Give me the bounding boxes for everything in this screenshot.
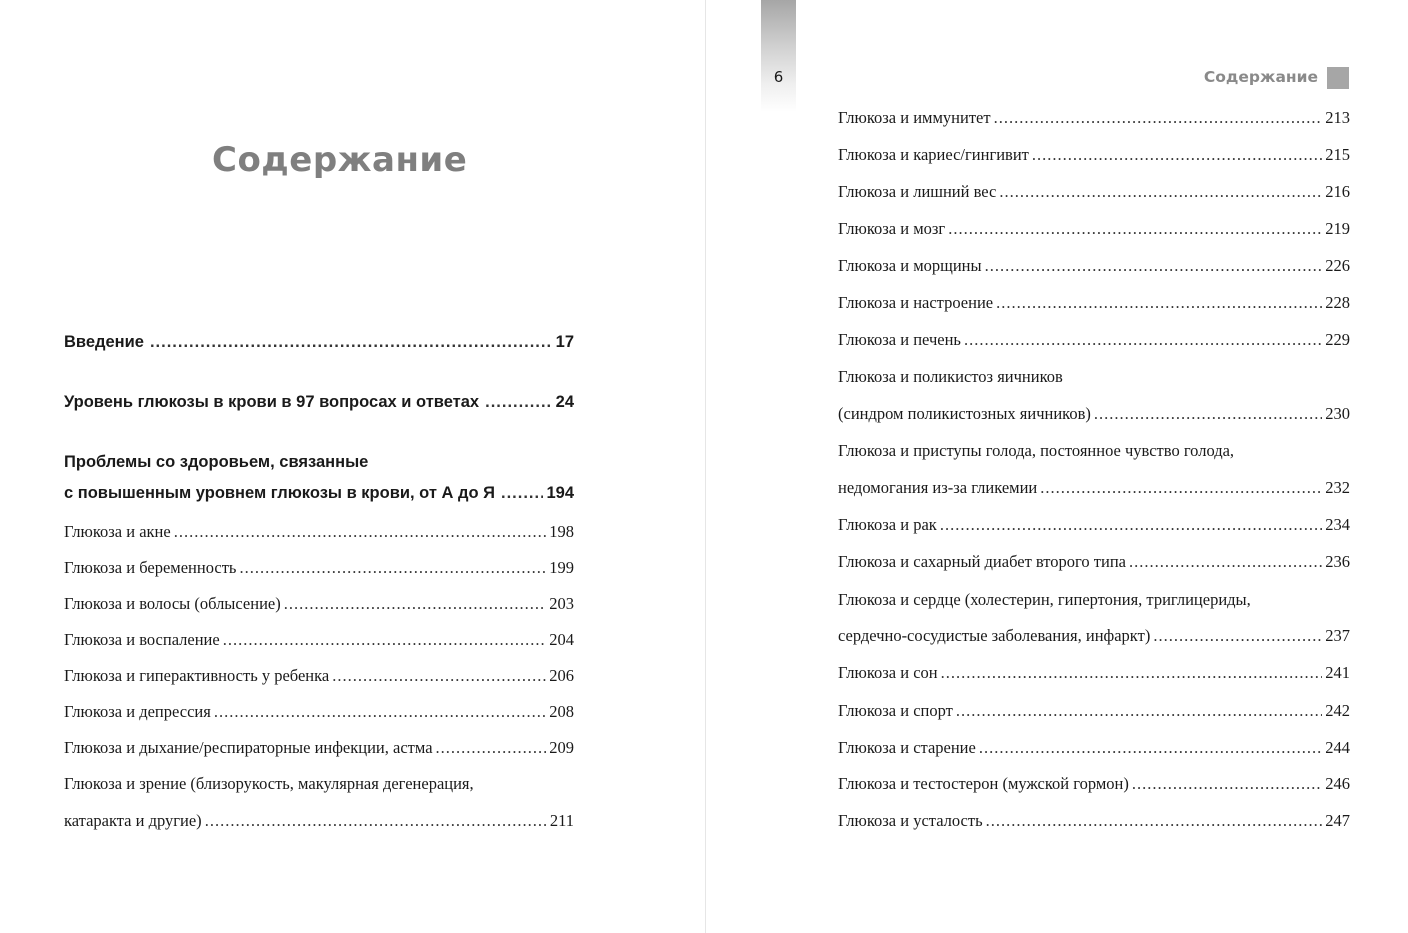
page-title: Содержание — [212, 140, 468, 180]
toc-entry-page: 198 — [549, 522, 574, 541]
toc-entry — [64, 522, 574, 542]
toc-entry-page: 204 — [549, 630, 574, 649]
toc-entry-label: Глюкоза и мозг — [838, 219, 946, 238]
toc-entry — [838, 404, 1350, 424]
toc-entry-page: 246 — [1325, 774, 1350, 793]
toc-entry-page: 203 — [549, 594, 574, 613]
toc-entry — [64, 811, 574, 831]
leader-dots — [214, 702, 546, 722]
toc-entry — [838, 774, 1350, 794]
toc-section-heading — [64, 484, 574, 503]
leader-dots — [964, 330, 1322, 350]
toc-entry — [64, 558, 574, 578]
toc-entry-page: 230 — [1325, 404, 1350, 423]
toc-entry — [838, 330, 1350, 350]
toc-entry-page: 215 — [1325, 145, 1350, 164]
toc-entry-label: с повышенным уровнем глюкозы в крови, от А до Я — [64, 484, 495, 502]
toc-entry-label: (синдром поликистозных яичников) — [838, 404, 1091, 423]
toc-entry — [838, 626, 1350, 646]
toc-entry-page: 229 — [1325, 330, 1350, 349]
toc-entry-label: Глюкоза и сон — [838, 663, 938, 682]
toc-entry — [838, 145, 1350, 165]
toc-entry — [838, 515, 1350, 535]
toc-entry-page: 241 — [1325, 663, 1350, 682]
toc-entry — [838, 108, 1350, 128]
toc-entry-label: Глюкоза и морщины — [838, 256, 982, 275]
toc-entry — [838, 256, 1350, 276]
toc-entry-label: Глюкоза и усталость — [838, 811, 983, 830]
toc-entry-label: Глюкоза и гиперактивность у ребенка — [64, 666, 330, 685]
toc-entry-page: 17 — [555, 333, 574, 351]
page-tab-strip — [761, 0, 796, 112]
toc-entry-label: Глюкоза и рак — [838, 515, 937, 534]
leader-dots — [956, 701, 1322, 721]
toc-entry — [64, 594, 574, 614]
leader-dots — [205, 811, 547, 831]
toc-entry — [64, 630, 574, 650]
toc-entry-label: Глюкоза и старение — [838, 738, 976, 757]
toc-entry-page: 219 — [1325, 219, 1350, 238]
toc-entry-page: 242 — [1325, 701, 1350, 720]
leader-dots — [284, 594, 547, 614]
leader-dots — [1032, 145, 1322, 165]
leader-dots — [150, 333, 553, 352]
toc-entry-label: Уровень глюкозы в крови в 97 вопросах и ответах — [64, 393, 480, 411]
leader-dots — [1129, 552, 1322, 572]
leader-dots — [940, 515, 1322, 535]
toc-entry — [838, 552, 1350, 572]
toc-section-heading-line1: Проблемы со здоровьем, связанные — [64, 453, 369, 471]
toc-entry-page: 24 — [555, 393, 574, 411]
toc-entry — [838, 182, 1350, 202]
toc-entry-page: 236 — [1325, 552, 1350, 571]
leader-dots — [485, 393, 553, 412]
toc-entry-label: Глюкоза и лишний вес — [838, 182, 997, 201]
leader-dots — [948, 219, 1322, 239]
leader-dots — [1153, 626, 1322, 646]
toc-entry-page: 209 — [549, 738, 574, 757]
leader-dots — [436, 738, 547, 758]
toc-entry — [838, 701, 1350, 721]
leader-dots — [994, 108, 1323, 128]
toc-entry-page: 194 — [546, 484, 574, 502]
leader-dots — [174, 522, 547, 542]
toc-entry-label: Глюкоза и акне — [64, 522, 171, 541]
header-marker-square — [1327, 67, 1349, 89]
toc-entry-label: Глюкоза и волосы (облысение) — [64, 594, 281, 613]
toc-entry-page: 234 — [1325, 515, 1350, 534]
toc-entry-page: 244 — [1325, 738, 1350, 757]
toc-entry-page: 213 — [1325, 108, 1350, 127]
toc-entry-line1: Глюкоза и приступы голода, постоянное чувство голода, — [838, 441, 1235, 460]
leader-dots — [999, 182, 1322, 202]
toc-entry-line1: Глюкоза и зрение (близорукость, макулярная дегенерация, — [64, 774, 474, 793]
toc-entry-page: 232 — [1325, 478, 1350, 497]
toc-entry-page: 226 — [1325, 256, 1350, 275]
leader-dots — [941, 663, 1323, 683]
toc-entry — [838, 219, 1350, 239]
toc-entry-label: Глюкоза и спорт — [838, 701, 953, 720]
toc-entry-questions — [64, 393, 574, 412]
toc-entry — [64, 702, 574, 722]
toc-entry-label: катаракта и другие) — [64, 811, 202, 830]
toc-entry — [838, 811, 1350, 831]
toc-entry-page: 206 — [549, 666, 574, 685]
toc-entry — [838, 738, 1350, 758]
toc-entry-label: Глюкоза и сахарный диабет второго типа — [838, 552, 1126, 571]
toc-entry-page: 237 — [1325, 626, 1350, 645]
toc-entry-page: 216 — [1325, 182, 1350, 201]
toc-entry-label: Глюкоза и дыхание/респираторные инфекции, астма — [64, 738, 433, 757]
toc-entry-label: сердечно-сосудистые заболевания, инфаркт) — [838, 626, 1151, 645]
toc-entry — [838, 663, 1350, 683]
toc-entry — [838, 293, 1350, 313]
leader-dots — [501, 484, 543, 503]
toc-entry-line1: Глюкоза и поликистоз яичников — [838, 367, 1063, 386]
toc-entry-label: Глюкоза и кариес/гингивит — [838, 145, 1029, 164]
toc-entry-label: Глюкоза и воспаление — [64, 630, 220, 649]
leader-dots — [979, 738, 1322, 758]
toc-entry-label: Глюкоза и беременность — [64, 558, 237, 577]
toc-entry-page: 247 — [1325, 811, 1350, 830]
toc-entry-page: 208 — [549, 702, 574, 721]
leader-dots — [223, 630, 547, 650]
leader-dots — [239, 558, 546, 578]
leader-dots — [1132, 774, 1322, 794]
toc-entry-line1: Глюкоза и сердце (холестерин, гипертония, триглицериды, — [838, 590, 1251, 609]
leader-dots — [332, 666, 546, 686]
toc-entry-label: Глюкоза и печень — [838, 330, 961, 349]
toc-entry — [64, 738, 574, 758]
toc-entry-introduction — [64, 333, 574, 352]
toc-entry-label: Введение — [64, 333, 144, 351]
leader-dots — [996, 293, 1322, 313]
leader-dots — [986, 811, 1323, 831]
leader-dots — [1094, 404, 1322, 424]
toc-entry-page: 228 — [1325, 293, 1350, 312]
toc-entry-label: Глюкоза и депрессия — [64, 702, 211, 721]
toc-entry-page: 211 — [549, 811, 574, 830]
leader-dots — [985, 256, 1323, 276]
toc-entry-label: Глюкоза и настроение — [838, 293, 994, 312]
toc-entry-label: Глюкоза и иммунитет — [838, 108, 991, 127]
leader-dots — [1040, 478, 1322, 498]
toc-entry — [64, 666, 574, 686]
toc-entry — [838, 478, 1350, 498]
running-header-title: Содержание — [1203, 68, 1318, 86]
page-number: 6 — [773, 68, 784, 86]
toc-entry-label: Глюкоза и тестостерон (мужской гормон) — [838, 774, 1129, 793]
toc-entry-page: 199 — [549, 558, 574, 577]
toc-entry-label: недомогания из-за гликемии — [838, 478, 1038, 497]
